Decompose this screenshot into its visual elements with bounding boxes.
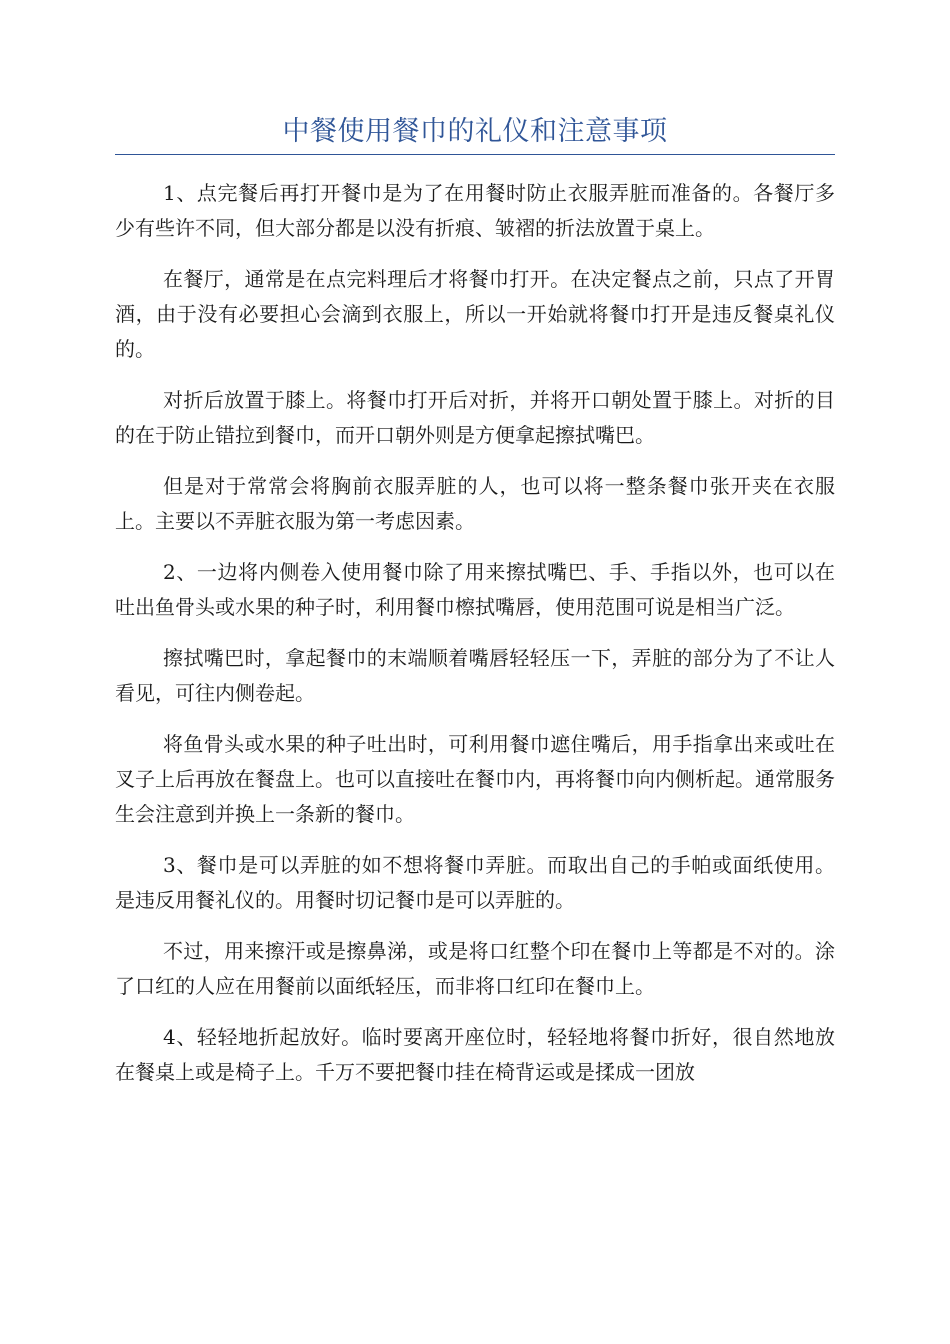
paragraph-3: 对折后放置于膝上。将餐巾打开后对折，并将开口朝处置于膝上。对折的目的在于防止错拉到餐巾，而开口朝外则是方便拿起擦拭嘴巴。 (115, 388, 835, 447)
document-body (115, 176, 835, 1106)
document-title: 中餐使用餐巾的礼仪和注意事项 (282, 116, 668, 147)
paragraph-7: 将鱼骨头或水果的种子吐出时，可利用餐巾遮住嘴后，用手指拿出来或吐在叉子上后再放在餐盘上。也可以直接吐在餐巾内，再将餐巾向内侧析起。通常服务生会注意到并换上一条新的餐巾。 (115, 732, 835, 826)
paragraph-10: 4、轻轻地折起放好。临时要离开座位时，轻轻地将餐巾折好，很自然地放在餐桌上或是椅子上。千万不要把餐巾挂在椅背运或是揉成一团放 (115, 1025, 835, 1084)
paragraph-6: 擦拭嘴巴时，拿起餐巾的末端顺着嘴唇轻轻压一下，弄脏的部分为了不让人看见，可往内侧卷起。 (115, 646, 835, 705)
paragraph-5: 2、一边将内侧卷入使用餐巾除了用来擦拭嘴巴、手、手指以外，也可以在吐出鱼骨头或水果的种子时，利用餐巾檫拭嘴唇，使用范围可说是相当广泛。 (115, 560, 835, 619)
paragraph-2: 在餐厅，通常是在点完料理后才将餐巾打开。在决定餐点之前，只点了开胃酒，由于没有必要担心会滴到衣服上，所以一开始就将餐巾打开是违反餐桌礼仪的。 (115, 267, 835, 361)
paragraph-4: 但是对于常常会将胸前衣服弄脏的人，也可以将一整条餐巾张开夹在衣服上。主要以不弄脏衣服为第一考虑因素。 (115, 474, 835, 533)
paragraph-9: 不过，用来擦汗或是擦鼻涕，或是将口红整个印在餐巾上等都是不对的。涂了口红的人应在用餐前以面纸轻压，而非将口红印在餐巾上。 (115, 939, 835, 998)
title-underline (115, 154, 835, 155)
paragraph-1: 1、点完餐后再打开餐巾是为了在用餐时防止衣服弄脏而准备的。各餐厅多少有些许不同，但大部分都是以没有折痕、皱褶的折法放置于桌上。 (115, 181, 835, 240)
paragraph-8: 3、餐巾是可以弄脏的如不想将餐巾弄脏。而取出自己的手帕或面纸使用。是违反用餐礼仪的。用餐时切记餐巾是可以弄脏的。 (115, 853, 835, 912)
